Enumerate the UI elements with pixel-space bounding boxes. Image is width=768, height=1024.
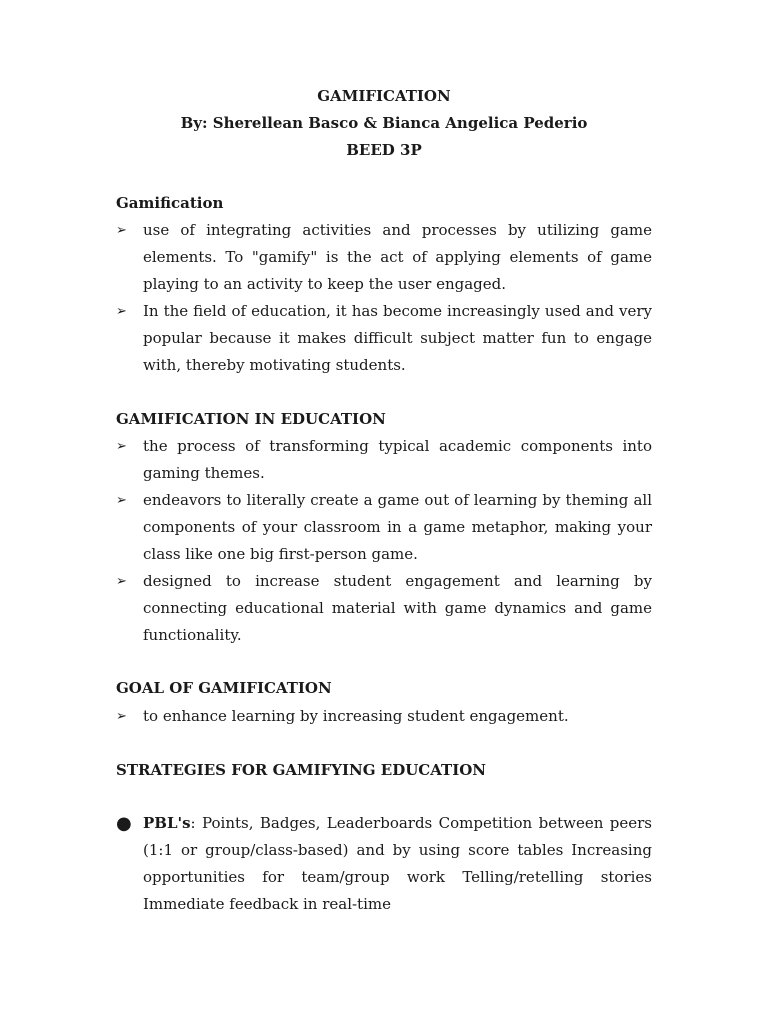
arrow-bullet-icon: ➢ bbox=[116, 223, 127, 238]
list-item bbox=[116, 298, 652, 379]
bullet-text bbox=[143, 810, 652, 918]
arrow-bullet-icon: ➢ bbox=[116, 709, 127, 724]
heading-gamification-in-education: GAMIFICATION IN EDUCATION bbox=[116, 410, 386, 428]
list-item bbox=[116, 568, 652, 649]
strategy-description: : Points, Badges, Leaderboards Competition between peers (1:1 or group/class-based) and by using score tables Increasing opportunities for team/group work Telling/retelling stories Immediate feedback in real-time bbox=[143, 814, 652, 913]
dot-bullet-icon: ● bbox=[116, 813, 132, 834]
arrow-bullet-icon: ➢ bbox=[116, 439, 127, 454]
document-title: GAMIFICATION bbox=[317, 87, 451, 105]
document-section: BEED 3P bbox=[346, 141, 422, 159]
arrow-bullet-icon: ➢ bbox=[116, 493, 127, 508]
bullet-text: the process of transforming typical academic components into gaming themes. bbox=[143, 437, 652, 482]
heading-goal-of-gamification: GOAL OF GAMIFICATION bbox=[116, 679, 332, 697]
bullet-text: to enhance learning by increasing student engagement. bbox=[143, 707, 569, 725]
list-item bbox=[116, 487, 652, 568]
heading-gamification: Gamification bbox=[116, 194, 224, 212]
list-item bbox=[116, 703, 652, 730]
bullet-text: designed to increase student engagement and learning by connecting educational material with game dynamics and game functionality. bbox=[143, 572, 652, 644]
bullet-text: endeavors to literally create a game out of learning by theming all components of your classroom in a game metaphor, making your class like one big first-person game. bbox=[143, 491, 652, 563]
bullet-text: In the field of education, it has become increasingly used and very popular because it makes difficult subject matter fun to engage with, thereby motivating students. bbox=[143, 302, 652, 374]
arrow-bullet-icon: ➢ bbox=[116, 304, 127, 319]
list-item bbox=[116, 433, 652, 487]
document-authors: By: Sherellean Basco & Bianca Angelica Pederio bbox=[180, 114, 588, 132]
heading-strategies: STRATEGIES FOR GAMIFYING EDUCATION bbox=[116, 761, 487, 779]
list-item bbox=[116, 810, 652, 918]
list-item bbox=[116, 217, 652, 298]
strategy-term: PBL's bbox=[143, 814, 191, 832]
bullet-text: use of integrating activities and processes by utilizing game elements. To "gamify" is the act of applying elements of game playing to an activity to keep the user engaged. bbox=[143, 221, 652, 293]
arrow-bullet-icon: ➢ bbox=[116, 574, 127, 589]
